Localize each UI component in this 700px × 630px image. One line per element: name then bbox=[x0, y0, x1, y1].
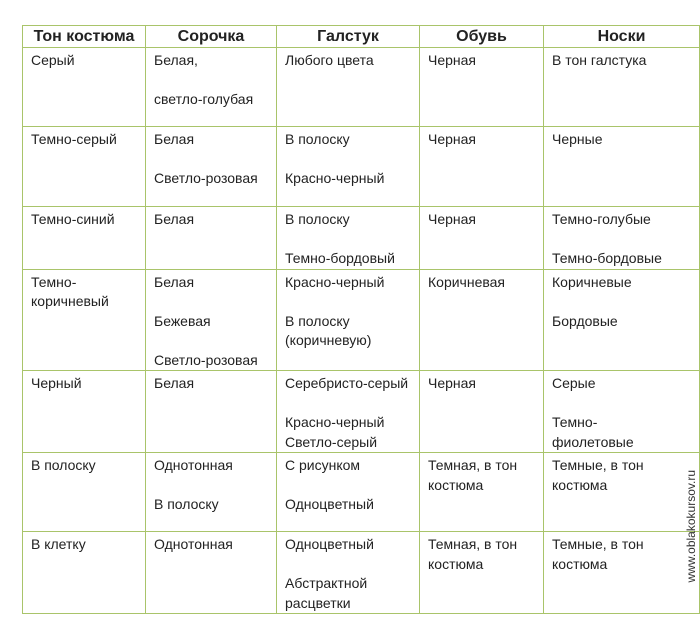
cell-suit-tone bbox=[23, 269, 146, 371]
cell-socks bbox=[544, 48, 700, 127]
cell-line: Темная, в тон bbox=[428, 457, 518, 473]
cell-line: фиолетовые bbox=[552, 433, 634, 450]
cell-line: В полоску bbox=[31, 457, 96, 473]
cell-line: Красно-черный bbox=[285, 273, 385, 290]
cell-line-gap bbox=[154, 71, 271, 91]
cell-line-gap bbox=[552, 292, 694, 312]
header-shirt: Сорочка bbox=[146, 26, 277, 48]
cell-line: Черная bbox=[428, 211, 477, 227]
cell-line: Темные, в тон bbox=[552, 457, 644, 473]
cell-line: костюма bbox=[428, 476, 484, 493]
cell-suit-tone bbox=[23, 371, 146, 453]
cell-shoes bbox=[420, 269, 544, 371]
cell-line: Светло-серый bbox=[285, 433, 378, 450]
cell-line: Серебристо-серый bbox=[285, 375, 409, 391]
cell-line: В полоску bbox=[285, 131, 350, 147]
cell-line: В клетку bbox=[31, 536, 86, 552]
cell-line-gap bbox=[552, 230, 694, 250]
cell-line: Черный bbox=[31, 375, 82, 391]
cell-tie bbox=[277, 127, 420, 207]
table-body bbox=[23, 48, 700, 614]
cell-line: костюма bbox=[428, 555, 484, 572]
cell-line: С рисунком bbox=[285, 457, 361, 473]
cell-line: светло-голубая bbox=[154, 91, 254, 107]
cell-tie bbox=[277, 532, 420, 614]
cell-line: В тон галстука bbox=[552, 52, 647, 68]
cell-line: Коричневые bbox=[552, 273, 632, 290]
header-suit-tone: Тон костюма bbox=[23, 26, 146, 48]
cell-line: В полоску bbox=[285, 312, 350, 329]
cell-line: Черная bbox=[428, 375, 477, 391]
cell-line: Красно-черный bbox=[285, 414, 385, 430]
cell-line-gap bbox=[154, 292, 271, 312]
cell-line: Одноцветный bbox=[285, 536, 374, 552]
cell-line: костюма bbox=[552, 555, 608, 572]
cell-line-gap bbox=[154, 150, 271, 170]
cell-shoes bbox=[420, 532, 544, 614]
cell-suit-tone bbox=[23, 207, 146, 270]
cell-tie bbox=[277, 371, 420, 453]
cell-shoes bbox=[420, 207, 544, 270]
cell-socks bbox=[544, 371, 700, 453]
table-row bbox=[23, 207, 700, 270]
cell-line: расцветки bbox=[285, 594, 351, 611]
cell-socks bbox=[544, 532, 700, 614]
table-row bbox=[23, 453, 700, 532]
table-row bbox=[23, 532, 700, 614]
cell-shirt bbox=[146, 532, 277, 614]
cell-line: Темно-бордовый bbox=[285, 250, 395, 266]
cell-line: Темно-бордовые bbox=[552, 250, 662, 266]
cell-line: Темно-серый bbox=[31, 131, 117, 147]
cell-line: Любого цвета bbox=[285, 52, 374, 68]
cell-shirt bbox=[146, 127, 277, 207]
cell-socks bbox=[544, 207, 700, 270]
cell-line: Бежевая bbox=[154, 312, 211, 329]
cell-shirt bbox=[146, 453, 277, 532]
cell-line: Темно- bbox=[552, 414, 598, 430]
cell-line: Белая bbox=[154, 273, 195, 290]
table-row bbox=[23, 371, 700, 453]
cell-line: Темные, в тон bbox=[552, 536, 644, 552]
cell-tie bbox=[277, 269, 420, 371]
cell-line: Светло-розовая bbox=[154, 351, 258, 368]
cell-line: Однотонная bbox=[154, 536, 233, 552]
table-header-row bbox=[23, 26, 700, 48]
cell-suit-tone bbox=[23, 532, 146, 614]
cell-suit-tone bbox=[23, 127, 146, 207]
cell-line: В полоску bbox=[285, 211, 350, 227]
cell-line: Однотонная bbox=[154, 457, 233, 473]
cell-tie bbox=[277, 48, 420, 127]
cell-line: Серые bbox=[552, 375, 596, 391]
cell-tie bbox=[277, 207, 420, 270]
cell-line: Белая bbox=[154, 211, 195, 227]
cell-shoes bbox=[420, 371, 544, 453]
cell-line-gap bbox=[285, 555, 414, 575]
cell-line-gap bbox=[154, 331, 271, 351]
table-row bbox=[23, 269, 700, 371]
cell-line: Абстрактной bbox=[285, 575, 368, 591]
cell-shirt bbox=[146, 371, 277, 453]
cell-line-gap bbox=[285, 394, 414, 414]
cell-line: Светло-розовая bbox=[154, 170, 258, 186]
cell-line: Темно-голубые bbox=[552, 211, 651, 227]
cell-line: Бордовые bbox=[552, 312, 618, 329]
cell-line: коричневый bbox=[31, 293, 109, 309]
cell-shoes bbox=[420, 127, 544, 207]
cell-suit-tone bbox=[23, 48, 146, 127]
cell-shirt bbox=[146, 269, 277, 371]
cell-line: Коричневая bbox=[428, 273, 506, 290]
cell-line: Белая bbox=[154, 131, 195, 147]
cell-line: Белая bbox=[154, 375, 195, 391]
cell-line: Красно-черный bbox=[285, 170, 385, 186]
cell-line-gap bbox=[285, 230, 414, 250]
cell-line: Одноцветный bbox=[285, 496, 374, 512]
cell-shirt bbox=[146, 48, 277, 127]
table-row bbox=[23, 48, 700, 127]
table-row bbox=[23, 127, 700, 207]
cell-line: Темно- bbox=[31, 273, 77, 290]
cell-line-gap bbox=[285, 150, 414, 170]
cell-line: (коричневую) bbox=[285, 332, 372, 348]
cell-suit-tone bbox=[23, 453, 146, 532]
cell-shoes bbox=[420, 48, 544, 127]
cell-line-gap bbox=[552, 394, 694, 414]
cell-line: костюма bbox=[552, 476, 608, 493]
cell-line: Темная, в тон bbox=[428, 536, 518, 552]
watermark-text: www.oblakokursov.ru bbox=[684, 470, 698, 583]
cell-tie bbox=[277, 453, 420, 532]
cell-shirt bbox=[146, 207, 277, 270]
cell-socks bbox=[544, 127, 700, 207]
cell-line: Черная bbox=[428, 131, 477, 147]
cell-socks bbox=[544, 269, 700, 371]
header-shoes: Обувь bbox=[420, 26, 544, 48]
cell-line: Серый bbox=[31, 52, 75, 68]
cell-line: Белая, bbox=[154, 52, 198, 68]
cell-line-gap bbox=[285, 476, 414, 496]
header-tie: Галстук bbox=[277, 26, 420, 48]
cell-line-gap bbox=[154, 476, 271, 496]
suit-matching-table bbox=[22, 25, 700, 614]
cell-line-gap bbox=[285, 292, 414, 312]
cell-line: Черная bbox=[428, 52, 477, 68]
header-socks: Носки bbox=[544, 26, 700, 48]
cell-line: Темно-синий bbox=[31, 211, 115, 227]
cell-line: В полоску bbox=[154, 496, 219, 512]
cell-socks bbox=[544, 453, 700, 532]
cell-shoes bbox=[420, 453, 544, 532]
cell-line: Черные bbox=[552, 131, 603, 147]
